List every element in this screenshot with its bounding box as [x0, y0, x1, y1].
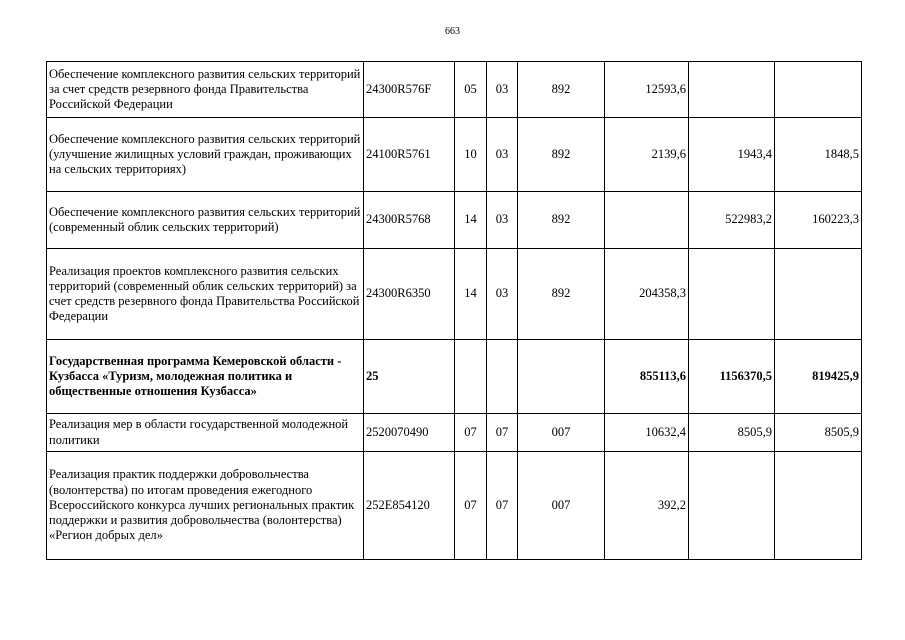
row-target-code: 24300R5768: [364, 192, 455, 249]
row-sum-1: 12593,6: [605, 62, 689, 118]
row-subsection: 03: [487, 118, 518, 192]
table-row: [47, 452, 862, 560]
row-sum-1: [605, 192, 689, 249]
budget-table: [46, 61, 862, 560]
row-target-code: 24300R6350: [364, 249, 455, 340]
row-sum-1: 855113,6: [605, 340, 689, 414]
table-row: [47, 62, 862, 118]
row-subsection: 07: [487, 414, 518, 452]
row-subsection: 03: [487, 249, 518, 340]
row-sum-1: 204358,3: [605, 249, 689, 340]
row-sum-2: [689, 62, 775, 118]
row-section: 05: [455, 62, 487, 118]
row-target-code: 25: [364, 340, 455, 414]
row-expense-type: 007: [518, 414, 605, 452]
row-sum-2: 8505,9: [689, 414, 775, 452]
row-name: Обеспечение комплексного развития сельских территорий (улучшение жилищных условий граждан, проживающих на сельских территориях): [47, 118, 364, 192]
table-row: [47, 249, 862, 340]
row-sum-3: [775, 62, 862, 118]
row-subsection: 07: [487, 452, 518, 560]
row-sum-3: [775, 452, 862, 560]
table-row: [47, 414, 862, 452]
row-sum-2: [689, 249, 775, 340]
row-expense-type: 892: [518, 192, 605, 249]
row-sum-2: 1156370,5: [689, 340, 775, 414]
row-name: Реализация проектов комплексного развития сельских территорий (современный облик сельских территорий) за счет средств резервного фонда Правительства Российской Федерации: [47, 249, 364, 340]
row-sum-3: 8505,9: [775, 414, 862, 452]
row-section: [455, 340, 487, 414]
row-sum-2: 1943,4: [689, 118, 775, 192]
row-target-code: 252E854120: [364, 452, 455, 560]
row-target-code: 2520070490: [364, 414, 455, 452]
page-number: 663: [445, 26, 460, 37]
row-sum-3: 1848,5: [775, 118, 862, 192]
row-target-code: 24300R576F: [364, 62, 455, 118]
row-section: 14: [455, 249, 487, 340]
row-sum-1: 392,2: [605, 452, 689, 560]
table-row: [47, 118, 862, 192]
row-section: 14: [455, 192, 487, 249]
row-subsection: 03: [487, 192, 518, 249]
row-section: 10: [455, 118, 487, 192]
row-sum-3: 819425,9: [775, 340, 862, 414]
row-sum-2: [689, 452, 775, 560]
row-expense-type: [518, 340, 605, 414]
row-name: Обеспечение комплексного развития сельских территорий за счет средств резервного фонда Правительства Российской Федерации: [47, 62, 364, 118]
row-sum-3: [775, 249, 862, 340]
row-name: Реализация практик поддержки добровольчества (волонтерства) по итогам проведения ежегодного Всероссийского конкурса лучших региональных практик поддержки и развития добровольчества (волонтерства) «Регион добрых дел»: [47, 452, 364, 560]
row-expense-type: 892: [518, 62, 605, 118]
row-sum-3: 160223,3: [775, 192, 862, 249]
row-expense-type: 892: [518, 249, 605, 340]
row-subsection: [487, 340, 518, 414]
table-row-program: [47, 340, 862, 414]
row-sum-2: 522983,2: [689, 192, 775, 249]
row-section: 07: [455, 452, 487, 560]
row-subsection: 03: [487, 62, 518, 118]
row-name: Государственная программа Кемеровской области - Кузбасса «Туризм, молодежная политика и общественные отношения Кузбасса»: [47, 340, 364, 414]
row-expense-type: 007: [518, 452, 605, 560]
table-row: [47, 192, 862, 249]
row-name: Реализация мер в области государственной молодежной политики: [47, 414, 364, 452]
row-section: 07: [455, 414, 487, 452]
row-name: Обеспечение комплексного развития сельских территорий (современный облик сельских территорий): [47, 192, 364, 249]
row-sum-1: 10632,4: [605, 414, 689, 452]
row-expense-type: 892: [518, 118, 605, 192]
row-target-code: 24100R5761: [364, 118, 455, 192]
row-sum-1: 2139,6: [605, 118, 689, 192]
